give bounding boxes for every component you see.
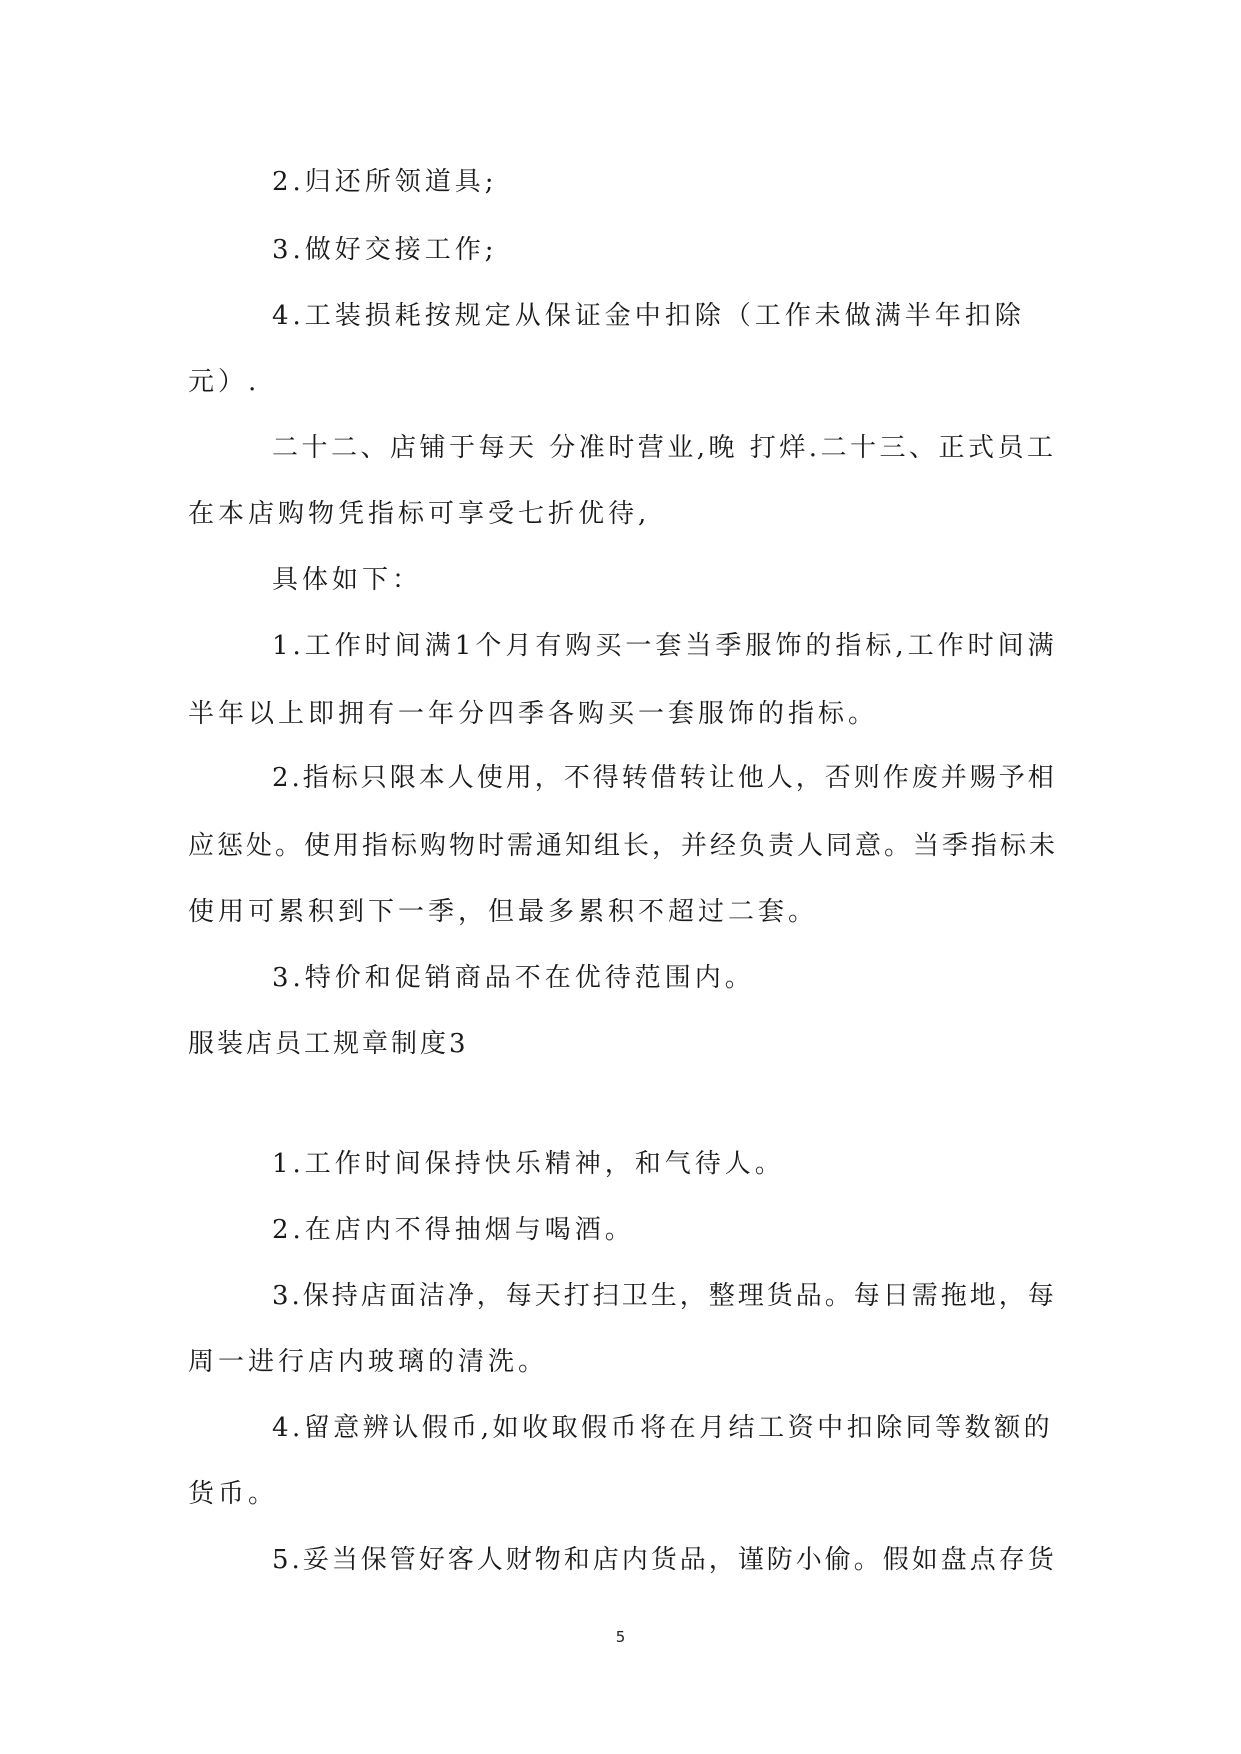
paragraph-line: 二十二、店铺于每天 分准时营业,晚 打烊.二十三、正式员工 <box>272 433 1057 463</box>
section-heading: 服装店员工规章制度3 <box>188 1029 469 1059</box>
page-number: 5 <box>615 1628 626 1646</box>
paragraph-line: 具体如下： <box>272 565 423 595</box>
paragraph-line: 应惩处。使用指标购物时需通知组长，并经负责人同意。当季指标未 <box>188 831 1059 861</box>
paragraph-line: 4.留意辨认假币,如收取假币将在月结工资中扣除同等数额的 <box>272 1413 1054 1443</box>
paragraph-line: 1.工作时间满1个月有购买一套当季服饰的指标,工作时间满 <box>272 631 1058 661</box>
paragraph-line: 半年以上即拥有一年分四季各购买一套服饰的指标。 <box>188 699 879 729</box>
paragraph-line: 使用可累积到下一季，但最多累积不超过二套。 <box>188 897 819 927</box>
paragraph-line: 1.工作时间保持快乐精神，和气待人。 <box>272 1149 785 1179</box>
paragraph-line: 3.保持店面洁净，每天打扫卫生，整理货品。每日需拖地，每 <box>272 1281 1057 1311</box>
paragraph-line: 5.妥当保管好客人财物和店内货品，谨防小偷。假如盘点存货 <box>272 1545 1057 1575</box>
paragraph-line: 2.指标只限本人使用，不得转借转让他人，否则作废并赐予相 <box>272 763 1057 793</box>
paragraph-line: 3.做好交接工作; <box>272 235 498 265</box>
paragraph-line: 4.工装损耗按规定从保证金中扣除（工作未做满半年扣除 <box>272 301 1025 331</box>
paragraph-line: 元）. <box>188 367 261 397</box>
paragraph-line: 3.特价和促销商品不在优待范围内。 <box>272 963 755 993</box>
paragraph-line: 货币。 <box>188 1479 279 1509</box>
paragraph-line: 在本店购物凭指标可享受七折优待, <box>188 499 651 529</box>
paragraph-line: 2.在店内不得抽烟与喝酒。 <box>272 1215 635 1245</box>
paragraph-line: 周一进行店内玻璃的清洗。 <box>188 1347 549 1377</box>
paragraph-line: 2.归还所领道具; <box>272 167 498 197</box>
